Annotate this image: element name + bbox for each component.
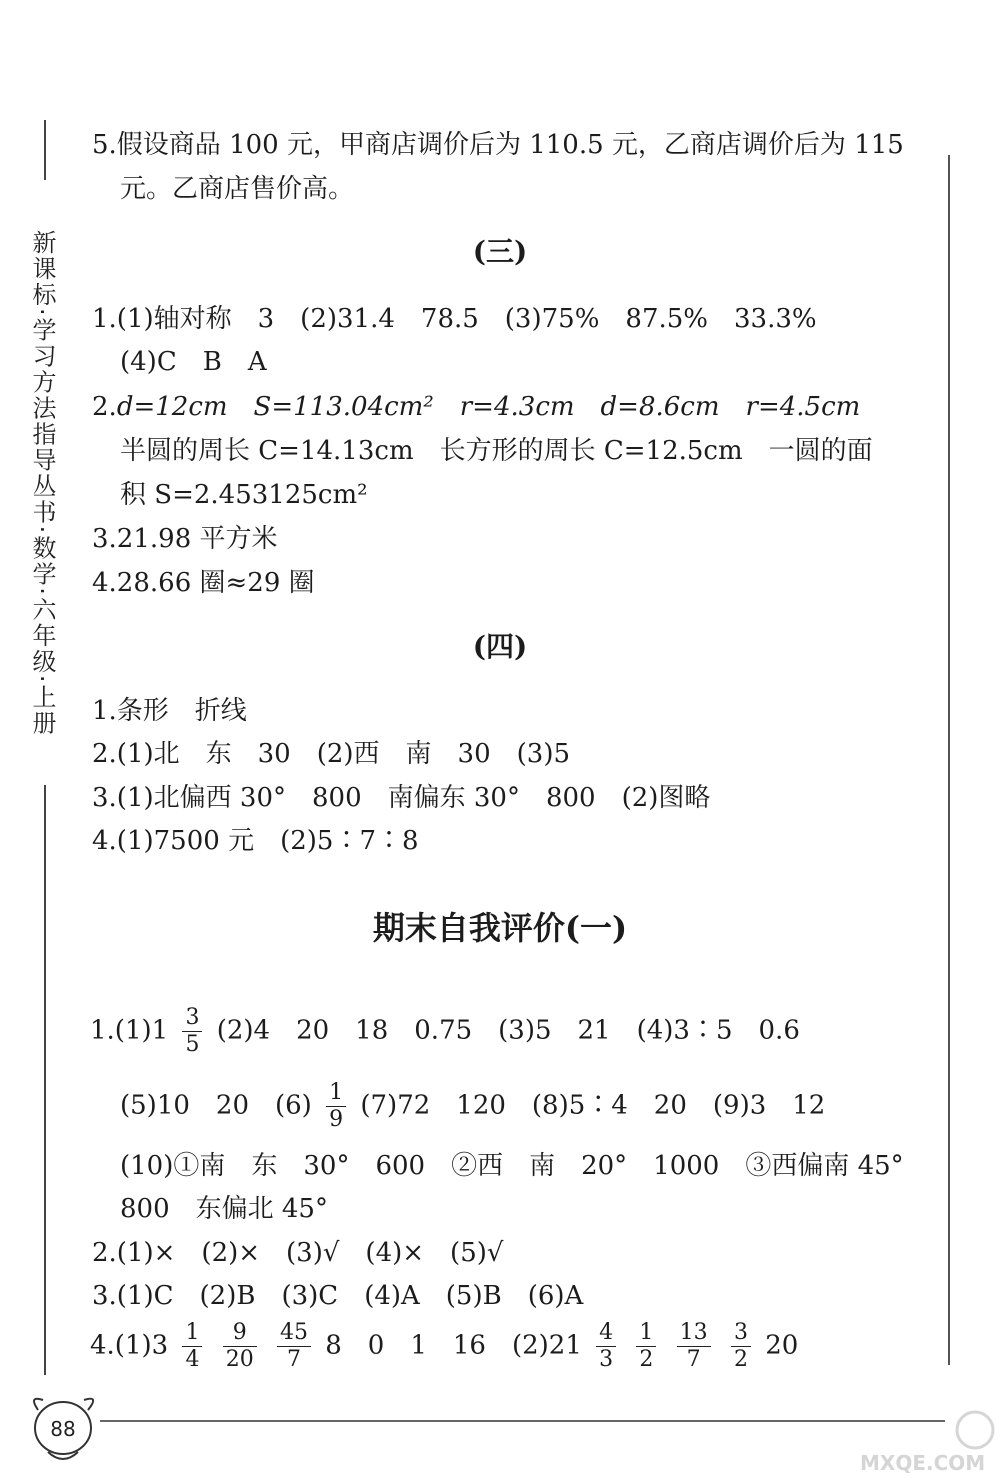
final-row1 bbox=[90, 1005, 800, 1058]
fraction bbox=[596, 1320, 616, 1373]
fraction-numerator: 13 bbox=[677, 1320, 711, 1347]
final-row7-mid: 8 0 1 16 (2)21 bbox=[325, 1330, 582, 1361]
final-row4: 800 东偏北 45° bbox=[120, 1194, 328, 1224]
fraction bbox=[182, 1005, 202, 1058]
sec4-line1: 1.条形 折线 bbox=[92, 696, 247, 726]
fraction-denominator: 7 bbox=[686, 1347, 701, 1372]
final-row6: 3.(1)C (2)B (3)C (4)A (5)B (6)A bbox=[92, 1281, 584, 1311]
final-row2-rest: (7)72 120 (8)5∶4 20 (9)3 12 bbox=[360, 1090, 826, 1121]
fraction bbox=[277, 1320, 311, 1373]
left-margin-rule-lower bbox=[44, 785, 46, 1375]
sec3-line3-text: d=12cm S=113.04cm² r=4.3cm d=8.6cm r=4.5cm bbox=[116, 392, 861, 422]
final-row1-rest: (2)4 20 18 0.75 (3)5 21 (4)3∶5 0.6 bbox=[216, 1015, 800, 1046]
final-row7-end: 20 bbox=[765, 1330, 799, 1361]
fraction-numerator: 3 bbox=[182, 1005, 202, 1032]
bird-mascot-icon bbox=[18, 1380, 108, 1470]
page-number-mascot bbox=[18, 1380, 108, 1470]
fraction-denominator: 4 bbox=[185, 1347, 200, 1372]
q5-line2: 元。乙商店售价高。 bbox=[120, 174, 355, 204]
fraction bbox=[677, 1320, 711, 1373]
final-eval-title: 期末自我评价(一) bbox=[372, 909, 628, 947]
final-row7-start: 4.(1)3 bbox=[90, 1330, 169, 1361]
final-row3: (10)①南 东 30° 600 ②西 南 20° 1000 ③西偏南 45° bbox=[120, 1151, 904, 1181]
sec3-line5: 积 S=2.453125cm² bbox=[120, 480, 368, 510]
fraction-numerator: 9 bbox=[223, 1320, 257, 1347]
sec3-line6: 3.21.98 平方米 bbox=[92, 524, 278, 554]
fraction-denominator: 5 bbox=[185, 1032, 200, 1057]
bottom-rule bbox=[100, 1420, 945, 1422]
sec4-line4: 4.(1)7500 元 (2)5∶7∶8 bbox=[92, 826, 419, 856]
fraction-numerator: 4 bbox=[596, 1320, 616, 1347]
sec4-line2: 2.(1)北 东 30 (2)西 南 30 (3)5 bbox=[92, 739, 571, 769]
sec3-line2: (4)C B A bbox=[120, 347, 267, 377]
fraction-denominator: 2 bbox=[639, 1347, 654, 1372]
sec3-line3 bbox=[92, 386, 860, 423]
fraction bbox=[223, 1320, 257, 1373]
fraction bbox=[636, 1320, 656, 1373]
final-row2-start: (5)10 20 (6) bbox=[120, 1090, 312, 1121]
watermark-text: MXQE.COM bbox=[860, 1451, 986, 1475]
fraction-denominator: 7 bbox=[286, 1347, 301, 1372]
right-margin-rule bbox=[948, 155, 950, 1365]
final-row5: 2.(1)× (2)× (3)√ (4)× (5)√ bbox=[92, 1238, 504, 1268]
final-row7 bbox=[90, 1320, 798, 1373]
section-4-heading: (四) bbox=[472, 630, 528, 663]
fraction-numerator: 1 bbox=[326, 1080, 346, 1107]
final-row1-start: 1.(1)1 bbox=[90, 1015, 169, 1046]
sec3-line3-number: 2. bbox=[92, 392, 117, 422]
site-watermark-logo bbox=[850, 1400, 1000, 1480]
fraction-denominator: 2 bbox=[733, 1347, 748, 1372]
fraction-numerator: 3 bbox=[731, 1320, 751, 1347]
sec4-line3: 3.(1)北偏西 30° 800 南偏东 30° 800 (2)图略 bbox=[92, 783, 711, 813]
left-margin-rule bbox=[44, 120, 46, 180]
fraction-denominator: 9 bbox=[329, 1107, 344, 1132]
fraction bbox=[326, 1080, 346, 1133]
fraction-numerator: 1 bbox=[182, 1320, 202, 1347]
spine-book-title: 新课标·学习方法指导丛书·数学·六年级·上册 bbox=[28, 230, 56, 737]
sec3-line1: 1.(1)轴对称 3 (2)31.4 78.5 (3)75% 87.5% 33.3% bbox=[92, 304, 817, 334]
q5-line1: 5.假设商品 100 元，甲商店调价后为 110.5 元，乙商店调价后为 115 bbox=[92, 130, 904, 160]
section-3-heading: (三) bbox=[472, 235, 528, 268]
sec3-line7: 4.28.66 圈≈29 圈 bbox=[92, 568, 315, 598]
fraction-denominator: 20 bbox=[225, 1347, 254, 1372]
final-row2 bbox=[120, 1080, 825, 1133]
page-number: 88 bbox=[50, 1417, 76, 1441]
fraction-denominator: 3 bbox=[599, 1347, 614, 1372]
fraction bbox=[731, 1320, 751, 1373]
fraction-numerator: 1 bbox=[636, 1320, 656, 1347]
fraction-numerator: 45 bbox=[277, 1320, 311, 1347]
sec3-line4: 半圆的周长 C=14.13cm 长方形的周长 C=12.5cm 一圆的面 bbox=[120, 436, 873, 466]
fraction bbox=[182, 1320, 202, 1373]
